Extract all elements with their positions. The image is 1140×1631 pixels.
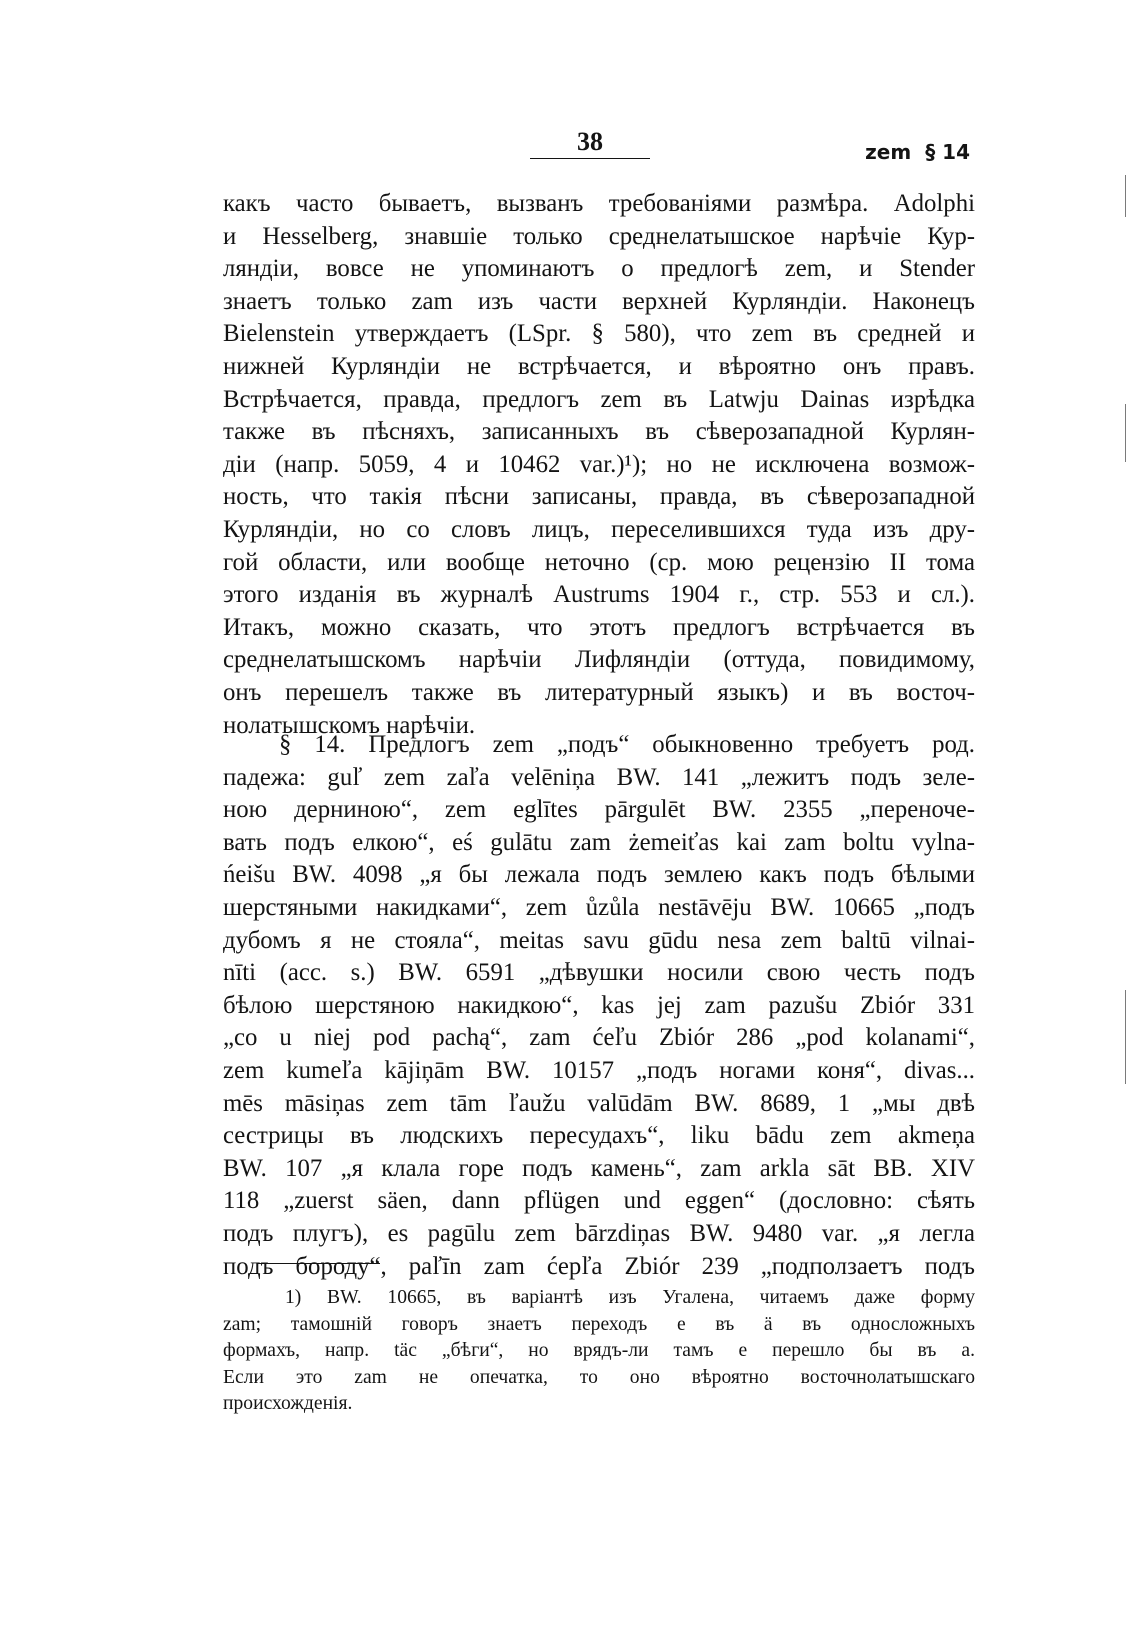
text-line: онъ перешелъ также въ литературный языкъ) и въ восточ- — [223, 678, 975, 706]
scan-margin-mark — [1125, 404, 1126, 462]
text-line: подъ плугъ), es pagūlu zem bārzdiņas BW. 9480 var. „я легла — [223, 1219, 975, 1247]
text-line: Встрѣчается, правда, предлогъ zem въ Latwju Dainas изрѣдка — [223, 385, 975, 413]
page-number-rule — [530, 158, 650, 159]
text-line: нолатышскомъ нарѣчіи. — [223, 711, 476, 739]
text-line: „co u niej pod pachą“, zam ćeľu Zbiór 286 „pod kolanami“, — [223, 1024, 975, 1052]
text-line: Итакъ, можно сказать, что этотъ предлогъ встрѣчается въ — [223, 613, 975, 641]
text-line: гой области, или вообще неточно (ср. мою рецензію II тома — [223, 548, 975, 576]
footnote-line: происхожденія. — [223, 1393, 353, 1415]
text-line: Bielenstein утверждаетъ (LSpr. § 580), что zem въ средней и — [223, 320, 975, 348]
footnote-1 — [223, 1285, 975, 1418]
text-line: Курляндіи, но со словъ лицъ, переселившихся туда изъ дру- — [223, 515, 975, 543]
footnote-line: Если это zam не опечатка, то оно вѣроятно восточнолатышскаго — [223, 1366, 975, 1388]
text-line: знаетъ только zam изъ части верхней Курляндіи. Наконецъ — [223, 287, 975, 315]
paragraph-2-section-14 — [223, 729, 975, 1283]
text-line: также въ пѣсняхъ, записанныхъ въ сѣверозападной Курлян- — [223, 418, 975, 446]
running-head-section: § 14 — [925, 140, 970, 164]
running-head — [850, 139, 970, 165]
text-line: 118 „zuerst säen, dann pflügen und eggen“ (дословно: сѣять — [223, 1187, 975, 1215]
text-line: mēs māsiņas zem tām ľaužu valūdām BW. 8689, 1 „мы двѣ — [223, 1089, 975, 1117]
scan-margin-mark — [1125, 175, 1126, 217]
text-line: подъ бороду“, paľīn zam ćepľa Zbiór 239 „подползаетъ подъ — [223, 1252, 975, 1280]
text-line: этого изданія въ журналѣ Austrums 1904 г., стр. 553 и сл.). — [223, 581, 975, 609]
scan-margin-mark — [1125, 990, 1126, 1084]
footnote-line: 1) BW. 10665, въ варіантѣ изъ Угалена, читаемъ даже форму — [285, 1287, 975, 1308]
paragraph-1 — [223, 188, 975, 742]
page-number: 38 — [577, 127, 603, 156]
text-line: ною дерниною“, zem eglītes pārgulēt BW. 2355 „переноче- — [223, 796, 975, 824]
text-line: вать подъ елкою“, eś gulātu zam żemeiťas kai zam boltu vylna- — [223, 828, 975, 856]
footnote-line: zam; тамошній говоръ знаетъ переходъ e въ ä въ односложныхъ — [223, 1313, 975, 1335]
text-line: nīti (acc. s.) BW. 6591 „дѣвушки носили свою честь подъ — [223, 959, 975, 987]
text-line: zem kumeľa kājiņām BW. 10157 „подъ ногами коня“, divas... — [223, 1056, 975, 1084]
text-line: сестрицы въ людскихъ пересудахъ“, liku bādu zem akmeņa — [223, 1122, 975, 1150]
text-line: дубомъ я не стояла“, meitas savu gūdu nesa zem baltū vilnai- — [223, 926, 975, 954]
text-line: какъ часто бываетъ, вызванъ требованіями размѣра. Adolphi — [223, 190, 975, 217]
text-line: шерстяными накидками“, zem ůzůla nestāvēju BW. 10665 „подъ — [223, 893, 975, 921]
running-head-word: zem — [865, 140, 912, 164]
text-line: нижней Курляндіи не встрѣчается, и вѣроятно онъ правъ. — [223, 352, 975, 380]
footnote-line: формахъ, напр. täc „бѣги“, но врядъ-ли тамъ e перешло бы въ a. — [223, 1340, 975, 1362]
text-line: и Hesselberg, знавшіе только среднелатышское нарѣчіе Кур- — [223, 222, 975, 250]
text-line: BW. 107 „я клала горе подъ камень“, zam arkla sāt BB. XIV — [223, 1154, 975, 1182]
text-line: діи (напр. 5059, 4 и 10462 var.)¹); но не исключена возмож- — [223, 450, 975, 478]
footnote-separator — [258, 1263, 380, 1264]
text-line: ńeišu BW. 4098 „я бы лежала подъ землею какъ подъ бѣлыми — [223, 861, 975, 889]
text-line: падежа: guľ zem zaľa velēniņa BW. 141 „лежитъ подъ зеле- — [223, 763, 975, 791]
text-line-indented: § 14. Предлогъ zem „подъ“ обыкновенно требуетъ род. — [279, 731, 975, 758]
text-line: ляндіи, вовсе не упоминаютъ о предлогѣ zem, и Stender — [223, 255, 975, 283]
text-line: среднелатышскомъ нарѣчіи Лифляндіи (оттуда, повидимому, — [223, 646, 975, 674]
text-line: ность, что такія пѣсни записаны, правда, въ сѣверозападной — [223, 483, 975, 511]
text-line: бѣлою шерстяною накидкою“, kas jej zam pazušu Zbiór 331 — [223, 991, 975, 1019]
